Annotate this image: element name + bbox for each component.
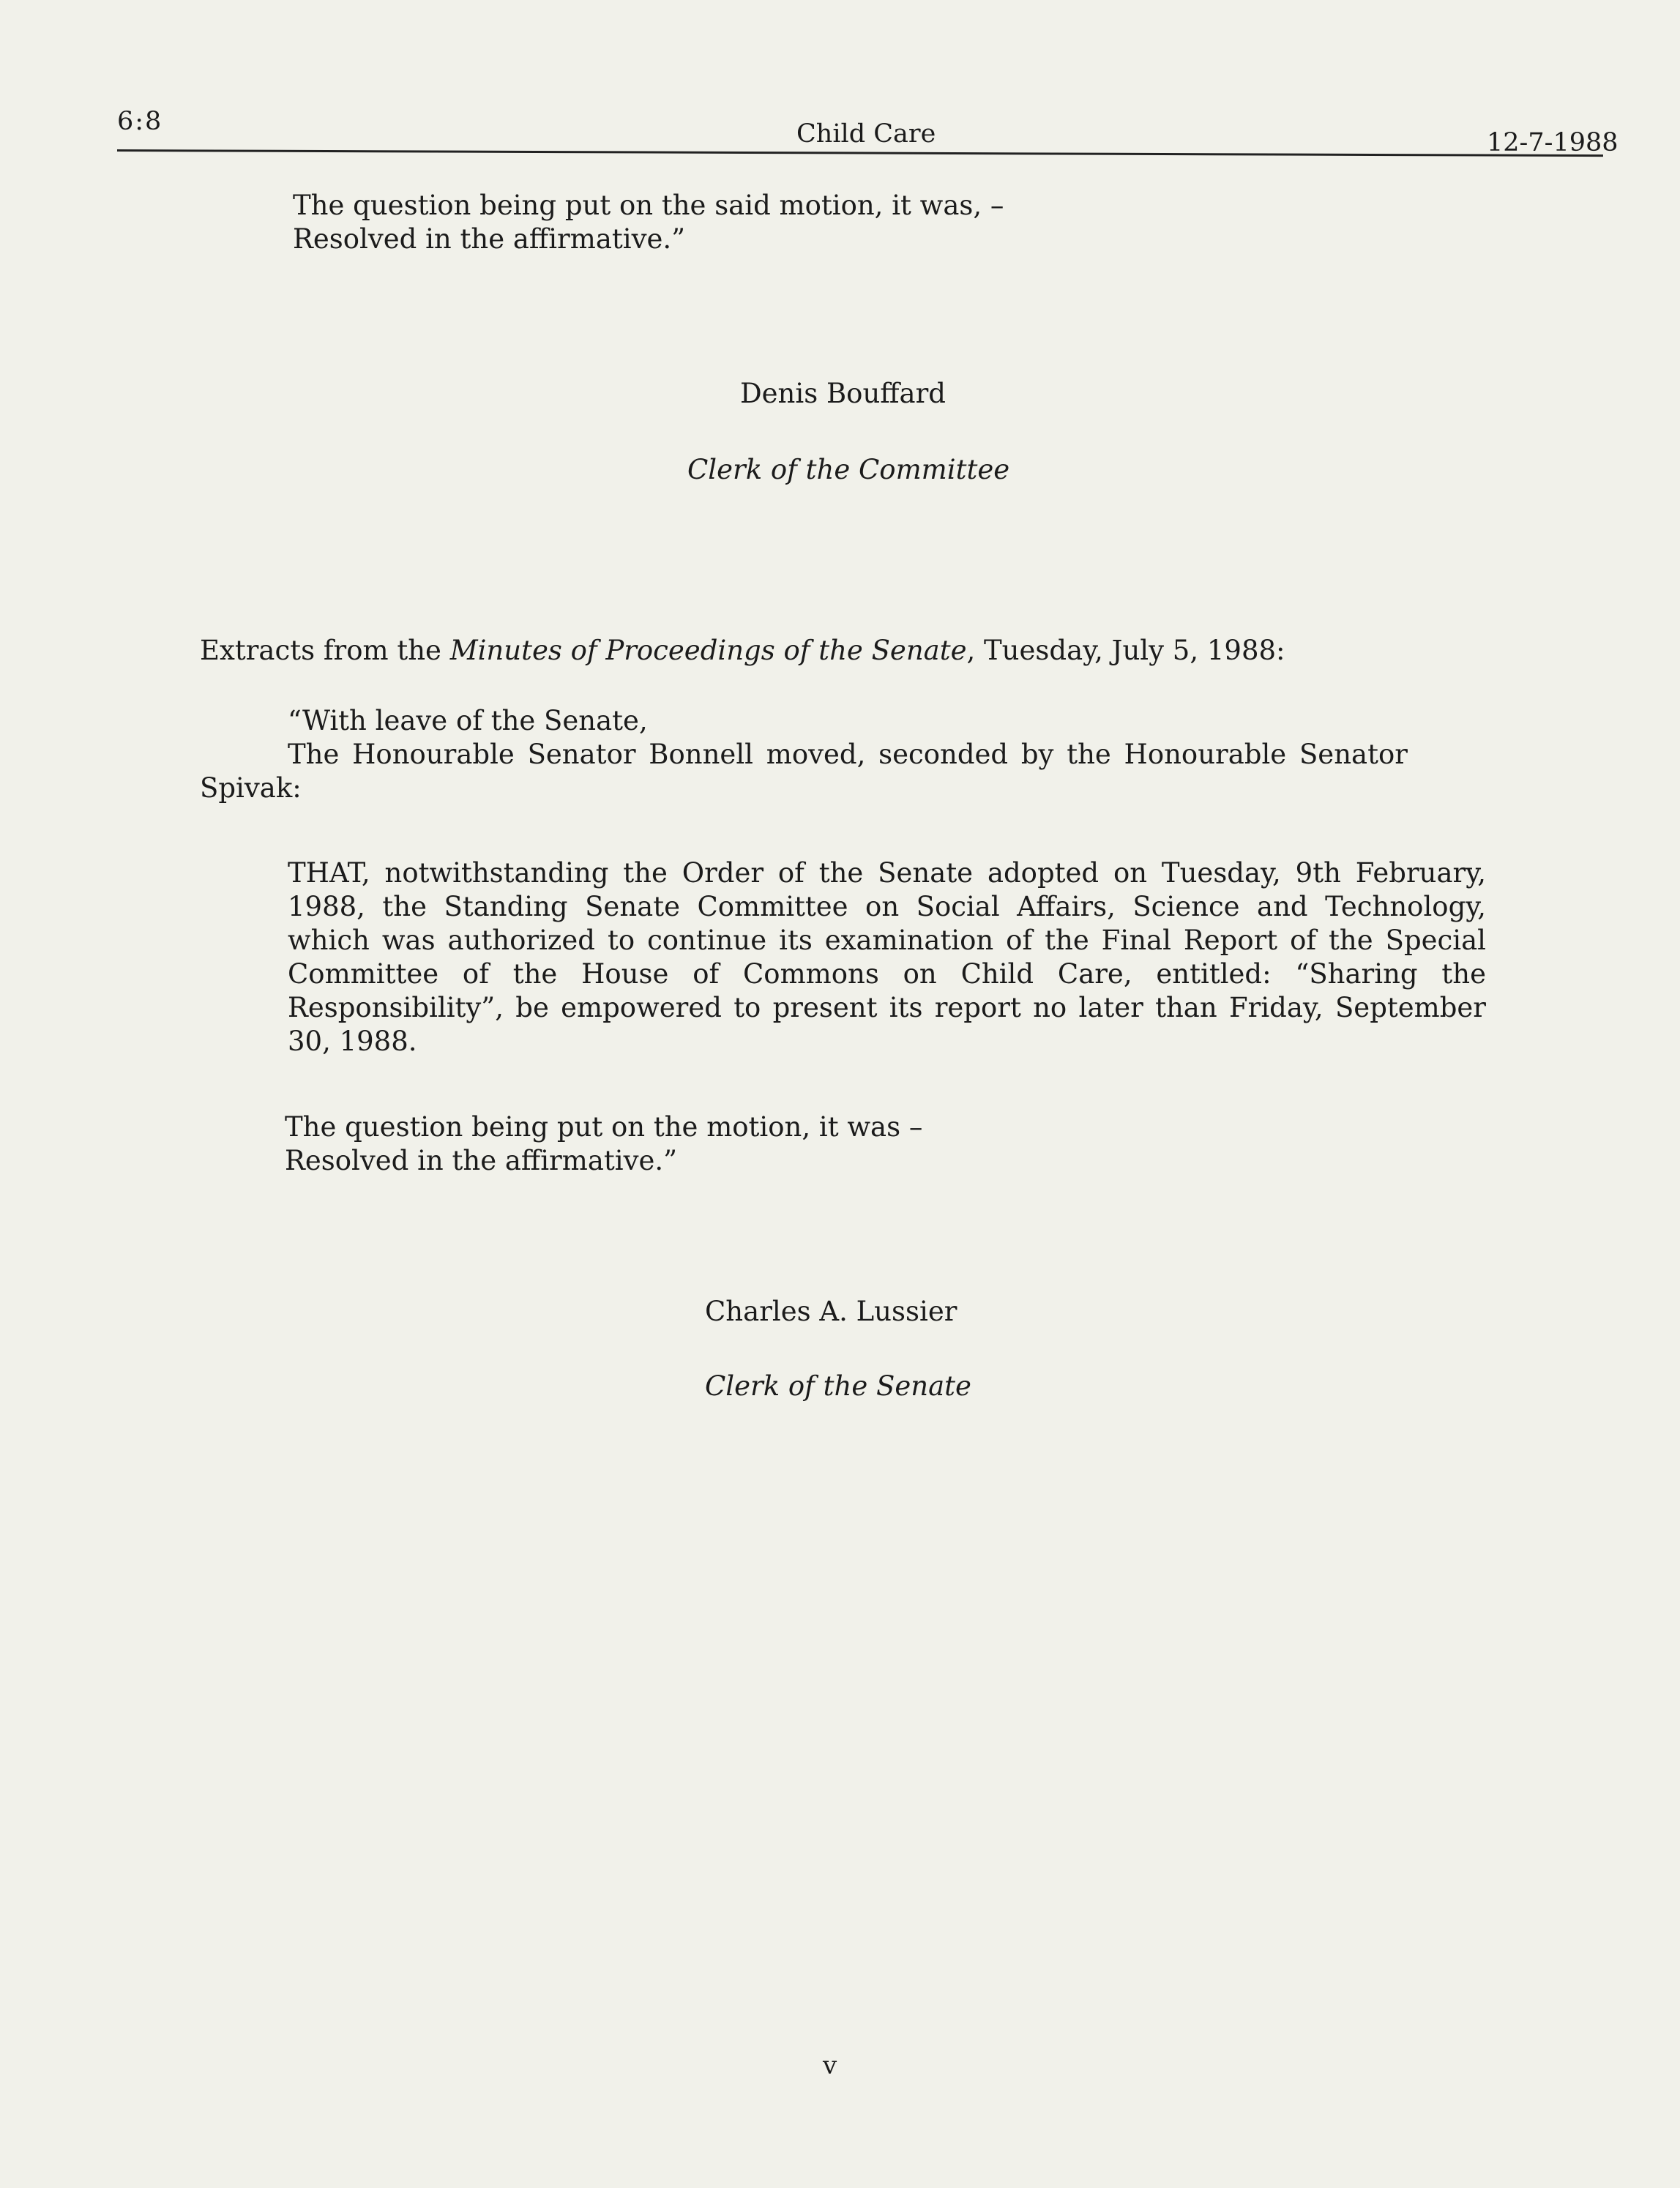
signature-name: Denis Bouffard [740, 378, 946, 409]
motion-body-line: 1988, the Standing Senate Committee on Social Affairs, Science and Technology, [288, 891, 1486, 922]
header-date: 12-7-1988 [1487, 128, 1619, 157]
resolution-line: The question being put on the motion, it was – [285, 1111, 923, 1143]
motion-body-line: Committee of the House of Commons on Child Care, entitled: “Sharing the [288, 958, 1486, 990]
resolution-paragraph-1 [293, 189, 1004, 256]
page-number: v [823, 2051, 837, 2080]
motion-body-line: Responsibility”, be empowered to present its report no later than Friday, September [288, 992, 1486, 1023]
extract-line [200, 634, 1285, 668]
resolution-paragraph-2 [285, 1110, 922, 1178]
extract-source: Minutes of Proceedings of the Senate [449, 635, 967, 666]
header-page-reference: 6:8 [117, 107, 163, 136]
motion-intro-line: Spivak: [200, 772, 302, 804]
motion-body-line: THAT, notwithstanding the Order of the Senate adopted on Tuesday, 9th February, [288, 857, 1486, 889]
motion-intro-line: “With leave of the Senate, [288, 705, 648, 736]
signature-title: Clerk of the Committee [687, 454, 1010, 485]
motion-body-line: 30, 1988. [288, 1026, 417, 1057]
extract-prefix: Extracts from the [200, 635, 450, 666]
motion-intro-line: The Honourable Senator Bonnell moved, seconded by the Honourable Senator [288, 739, 1408, 770]
motion-body-line: which was authorized to continue its examination of the Final Report of the Special [288, 925, 1486, 956]
motion-body-paragraph [288, 856, 1486, 1058]
signature-title: Clerk of the Senate [705, 1370, 971, 1402]
resolution-line: The question being put on the said motion, it was, – [293, 190, 1004, 221]
motion-intro [200, 704, 1486, 805]
header-divider [117, 149, 1603, 157]
header-title: Child Care [796, 119, 936, 149]
extract-suffix: , Tuesday, July 5, 1988: [966, 635, 1285, 666]
signature-name: Charles A. Lussier [705, 1296, 957, 1327]
extract-heading [200, 634, 1285, 668]
resolution-line: Resolved in the affirmative.” [285, 1145, 678, 1176]
resolution-line: Resolved in the affirmative.” [293, 223, 686, 255]
